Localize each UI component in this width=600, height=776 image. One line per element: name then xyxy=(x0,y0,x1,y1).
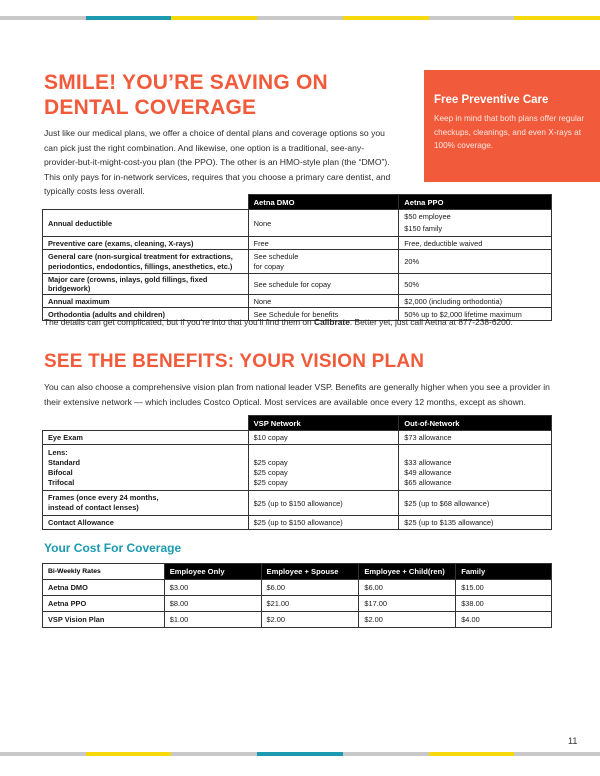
color-bar-segment xyxy=(171,752,257,756)
color-bar-segment xyxy=(429,752,515,756)
table-row: Major care (crowns, inlays, gold fillings, fixed bridgework) See schedule for copay 50% xyxy=(43,274,552,295)
header-family: Family xyxy=(456,564,552,580)
color-bar-segment xyxy=(0,16,86,20)
header-biweekly-rates: Bi-Weekly Rates xyxy=(43,564,165,580)
color-bar-segment xyxy=(343,16,429,20)
color-bar-segment xyxy=(257,16,343,20)
color-bar-segment xyxy=(86,752,172,756)
preventive-care-callout xyxy=(424,70,600,182)
color-bar-segment xyxy=(514,752,600,756)
color-bar-segment xyxy=(171,16,257,20)
header-vsp-network: VSP Network xyxy=(248,416,399,431)
page-number: 11 xyxy=(568,736,578,746)
table-row: Aetna PPO $8.00 $21.00 $17.00 $38.00 xyxy=(43,596,552,612)
dental-plan-table xyxy=(42,194,552,321)
color-bar-segment xyxy=(86,16,172,20)
header-employee-only: Employee Only xyxy=(164,564,261,580)
color-bar-segment xyxy=(514,16,600,20)
table-row: Eye Exam $10 copay $73 allowance xyxy=(43,431,552,445)
color-bar-segment xyxy=(343,752,429,756)
bottom-color-bar xyxy=(0,752,600,756)
cost-table xyxy=(42,563,552,628)
color-bar-segment xyxy=(429,16,515,20)
table-row: VSP Vision Plan $1.00 $2.00 $2.00 $4.00 xyxy=(43,612,552,628)
table-row: Orthodontia (adults and children) See Schedule for benefits 50% up to $2,000 lifetime maximum xyxy=(43,308,552,321)
table-row: General care (non-surgical treatment for extractions, periodontics, endodontics, fillings, anesthetics, etc.) See schedule for copay 20% xyxy=(43,250,552,274)
header-out-of-network: Out-of-Network xyxy=(399,416,552,431)
dental-details-note: The details can get complicated, but if you’re into that you’ll find them on Calibrate. Better yet, just call Aetna at 877-238-6200. xyxy=(44,317,513,327)
callout-body: Keep in mind that both plans offer regular checkups, cleanings, and even X-rays at 100% coverage. xyxy=(434,114,585,150)
vision-intro: You can also choose a comprehensive vision plan from national leader VSP. Benefits are generally higher when you see a provider in their extensive network — which includes Costco Optical. Most services are available once every 12 months, except as shown. xyxy=(44,382,550,407)
top-color-bar xyxy=(0,16,600,20)
color-bar-segment xyxy=(0,752,86,756)
table-row: Frames (once every 24 months, instead of contact lenses) $25 (up to $150 allowance) $25 (up to $68 allowance) xyxy=(43,491,552,516)
callout-title: Free Preventive Care xyxy=(434,94,549,106)
dental-title: SMILE! YOU’RE SAVING ON DENTAL COVERAGE xyxy=(44,71,328,119)
table-row: Preventive care (exams, cleaning, X-rays) Free Free, deductible waived xyxy=(43,237,552,250)
dental-intro: Just like our medical plans, we offer a choice of dental plans and coverage options so you can pick just the right combination. And likewise, one option is a traditional, see-any-provider-but-it-might-cost-you plan (the PPO). The other is an HMO-style plan (the “DMO”). This only pays for in-network services, requires that you choose a primary care dentist, and typically costs less overall. xyxy=(44,128,391,197)
cost-title: Your Cost For Coverage xyxy=(44,541,182,555)
calibrate-link[interactable]: Calibrate xyxy=(314,317,350,327)
header-aetna-ppo: Aetna PPO xyxy=(399,195,552,210)
table-row: Annual maximum None $2,000 (including orthodontia) xyxy=(43,295,552,308)
header-employee-spouse: Employee + Spouse xyxy=(261,564,359,580)
vision-title: SEE THE BENEFITS: YOUR VISION PLAN xyxy=(44,351,425,372)
table-row: Aetna DMO $3.00 $6.00 $6.00 $15.00 xyxy=(43,580,552,596)
color-bar-segment xyxy=(257,752,343,756)
vision-plan-table xyxy=(42,415,552,530)
header-aetna-dmo: Aetna DMO xyxy=(248,195,399,210)
header-employee-children: Employee + Child(ren) xyxy=(359,564,456,580)
table-row: Contact Allowance $25 (up to $150 allowance) $25 (up to $135 allowance) xyxy=(43,516,552,530)
table-row: Lens: Standard Bifocal Trifocal $25 copay $25 copay $25 copay $33 allowance $49 allowance $65 allowance xyxy=(43,445,552,491)
table-row: Annual deductible None $50 employee $150 family xyxy=(43,210,552,237)
